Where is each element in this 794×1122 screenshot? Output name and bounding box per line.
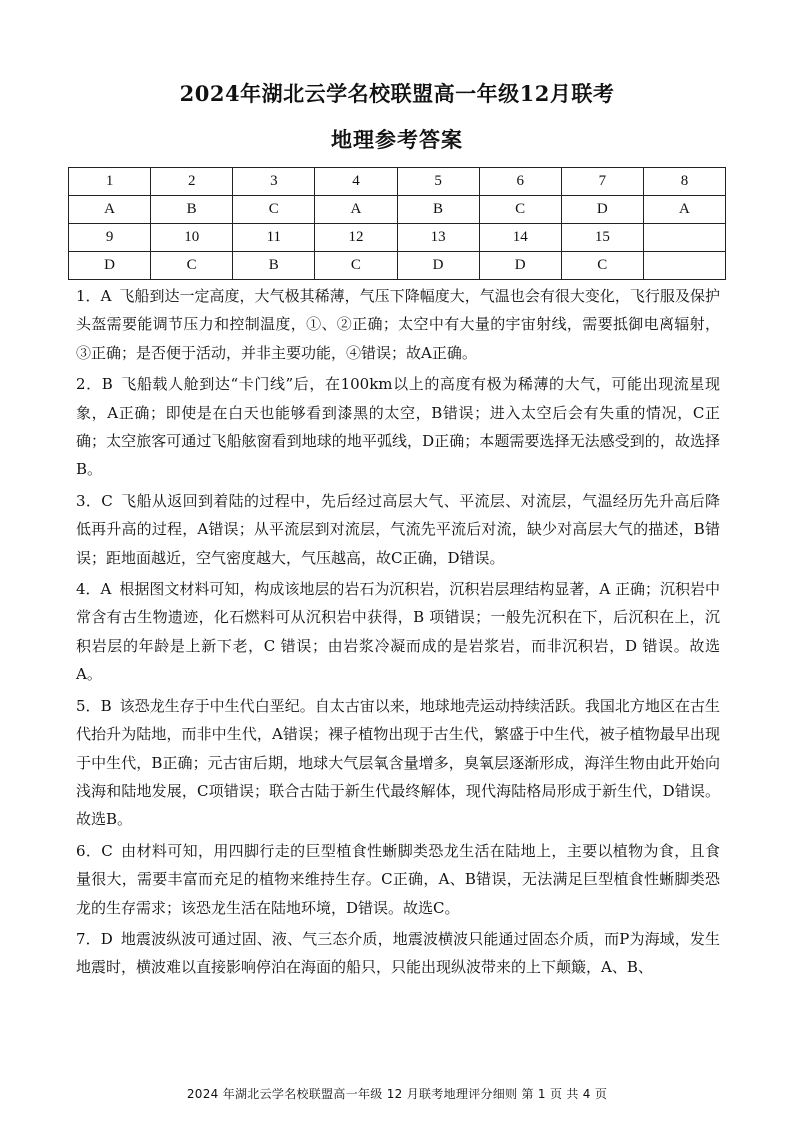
explanation-text: 飞船从返回到着陆的过程中，先后经过高层大气、平流层、对流层，气温经历先升高后降低再升高的过程，A错误；从平流层到对流层，气流先平流后对流，缺少对高层大气的描述，B错误；距地面越近，空气密度越大，气压越高，故C正确，D错误。 bbox=[76, 491, 720, 567]
answer-table-cell: 8 bbox=[643, 168, 725, 196]
answer-table-row bbox=[69, 168, 726, 196]
answer-table-cell: 5 bbox=[397, 168, 479, 196]
explanation-text: 地震波纵波可通过固、液、气三态介质，地震波横波只能通过固态介质，而P为海域，发生地震时，横波难以直接影响停泊在海面的船只，只能出现纵波带来的上下颠簸，A、B、 bbox=[76, 929, 720, 977]
question-number: 1．A bbox=[76, 287, 112, 305]
explanation-paragraph bbox=[76, 925, 720, 982]
answer-table-cell: A bbox=[315, 196, 397, 224]
answer-table-cell: 14 bbox=[479, 224, 561, 252]
question-number: 2．B bbox=[76, 375, 113, 394]
question-number: 5．B bbox=[76, 696, 112, 715]
page-footer: 2024 年湖北云学名校联盟高一年级 12 月联考地理评分细则 第 1 页 共 4 页 bbox=[186, 1087, 608, 1101]
answer-table-cell: 4 bbox=[315, 168, 397, 196]
answer-table-cell: C bbox=[561, 252, 643, 280]
explanation-text: 该恐龙生存于中生代白垩纪。自太古宙以来，地球地壳运动持续活跃。我国北方地区在古生代抬升为陆地，而非中生代，A错误；裸子植物出现于古生代，繁盛于中生代，被子植物最早出现于中生代，B正确；元古宙后期，地球大气层氧含量增多，臭氧层逐渐形成，海洋生物由此开始向浅海和陆地发展，C项错误；联合古陆于新生代最终解体，现代海陆格局形成于新生代，D错误。故选B。 bbox=[76, 696, 720, 829]
answer-table-cell: A bbox=[643, 196, 725, 224]
explanation-paragraph bbox=[76, 692, 720, 834]
explanation-text: 飞船到达一定高度，大气极其稀薄，气压下降幅度大，气温也会有很大变化，飞行服及保护头盔需要能调节压力和控制温度，①、②正确；太空中有大量的宇宙射线，需要抵御电离辐射，③正确；是否便于活动，并非主要功能，④错误；故A正确。 bbox=[76, 287, 720, 362]
answer-table-cell bbox=[643, 224, 725, 252]
answer-table-cell: B bbox=[233, 252, 315, 280]
answer-table-cell: 6 bbox=[479, 168, 561, 196]
answer-table-cell: 9 bbox=[69, 224, 151, 252]
answer-table-cell: D bbox=[561, 196, 643, 224]
answer-table-cell: B bbox=[397, 196, 479, 224]
answer-table-cell: D bbox=[397, 252, 479, 280]
answer-table-row bbox=[69, 224, 726, 252]
answer-table-row bbox=[69, 252, 726, 280]
answer-table bbox=[68, 167, 726, 280]
answer-table-cell bbox=[643, 252, 725, 280]
explanation-paragraph bbox=[76, 282, 720, 367]
question-number: 4．A bbox=[76, 580, 112, 599]
answer-table-cell: C bbox=[479, 196, 561, 224]
answer-table-cell: D bbox=[479, 252, 561, 280]
explanation-paragraph bbox=[76, 487, 720, 572]
answer-table-cell: 1 bbox=[69, 168, 151, 196]
answer-table-cell: 10 bbox=[151, 224, 233, 252]
answer-table-cell: 11 bbox=[233, 224, 315, 252]
explanations bbox=[76, 282, 720, 985]
explanation-text: 由材料可知，用四脚行走的巨型植食性蜥脚类恐龙生活在陆地上，主要以植物为食，且食量很大，需要丰富而充足的植物来维持生存。C正确，A、B错误，无法满足巨型植食性蜥脚类恐龙的生存需求；该恐龙生活在陆地环境，D错误。故选C。 bbox=[76, 841, 720, 917]
document-subtitle: 地理参考答案 bbox=[331, 127, 463, 152]
explanation-paragraph bbox=[76, 575, 720, 689]
explanation-paragraph bbox=[76, 370, 720, 484]
document-title: 2024年湖北云学名校联盟高一年级12月联考 bbox=[179, 81, 615, 106]
question-number: 7．D bbox=[76, 929, 113, 948]
answer-table-cell: 12 bbox=[315, 224, 397, 252]
answer-table-cell: 15 bbox=[561, 224, 643, 252]
answer-table-cell: 13 bbox=[397, 224, 479, 252]
answer-table-cell: C bbox=[233, 196, 315, 224]
explanation-paragraph bbox=[76, 837, 720, 922]
answer-table-cell: D bbox=[69, 252, 151, 280]
answer-table-cell: A bbox=[69, 196, 151, 224]
explanation-text: 根据图文材料可知，构成该地层的岩石为沉积岩，沉积岩层理结构显著，A 正确；沉积岩中常含有古生物遗迹，化石燃料可从沉积岩中获得，B 项错误；一般先沉积在下，后沉积在上，沉积岩层的年龄是上新下老，C 错误；由岩浆冷凝而成的是岩浆岩，而非沉积岩，D 错误。故选 A。 bbox=[76, 580, 720, 684]
question-number: 6．C bbox=[76, 841, 113, 860]
answer-table-cell: C bbox=[151, 252, 233, 280]
answer-table-cell: C bbox=[315, 252, 397, 280]
answer-table-cell: 3 bbox=[233, 168, 315, 196]
question-number: 3．C bbox=[76, 491, 113, 510]
answer-table-cell: B bbox=[151, 196, 233, 224]
explanation-text: 飞船载人舱到达“卡门线”后，在100km以上的高度有极为稀薄的大气，可能出现流星现象，A正确；即使是在白天也能够看到漆黑的太空，B错误；进入太空后会有失重的情况，C正确；太空旅客可通过飞船舷窗看到地球的地平弧线，D正确；本题需要选择无法感受到的，故选择B。 bbox=[76, 375, 720, 479]
answer-table-row bbox=[69, 196, 726, 224]
answer-table-cell: 2 bbox=[151, 168, 233, 196]
answer-table-cell: 7 bbox=[561, 168, 643, 196]
